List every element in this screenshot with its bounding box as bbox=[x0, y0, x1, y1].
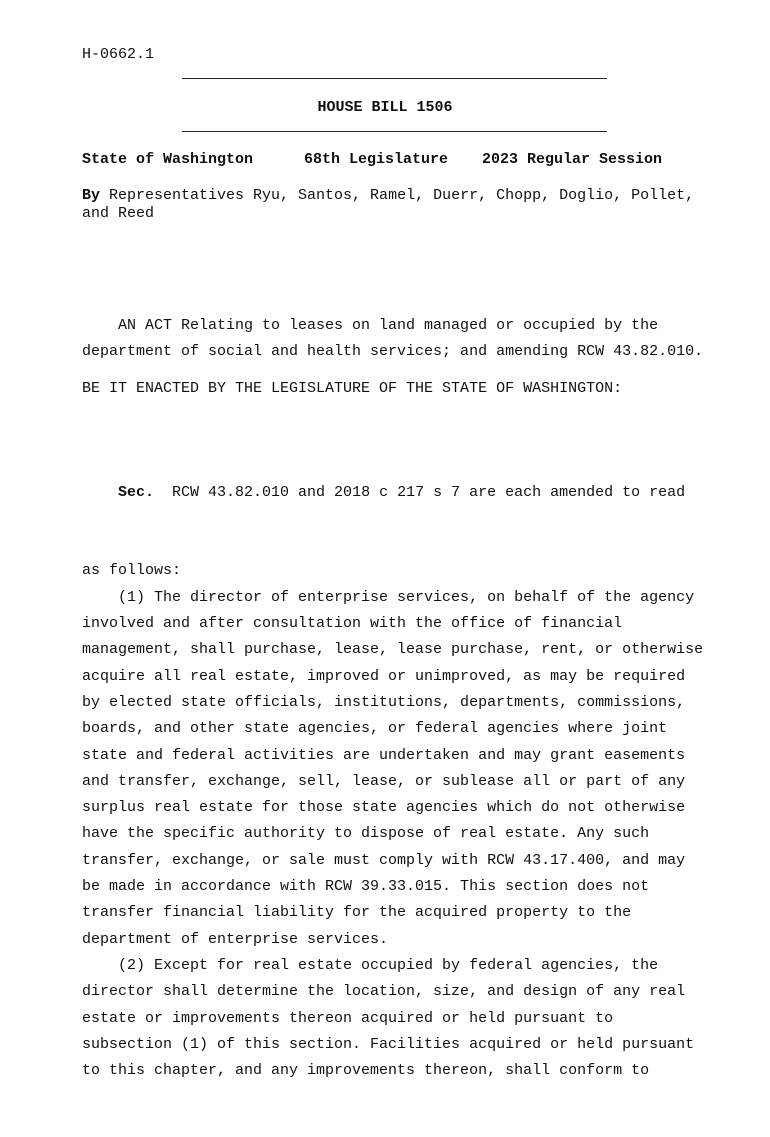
section-line: management, shall purchase, lease, lease purchase, rent, or otherwise bbox=[82, 641, 704, 659]
section-first-line bbox=[82, 480, 722, 506]
act-line: AN ACT Relating to leases on land managed or occupied by the bbox=[82, 317, 659, 334]
section-line: director shall determine the location, size, and design of any real bbox=[82, 983, 686, 1001]
section-line: as follows: bbox=[82, 562, 182, 580]
section-line: department of enterprise services. bbox=[82, 930, 389, 948]
bill-title: HOUSE BILL 1506 bbox=[317, 99, 453, 116]
section-line: involved and after consultation with the office of financial bbox=[82, 615, 623, 633]
section-line: and transfer, exchange, sell, lease, or sublease all or part of any bbox=[82, 772, 686, 790]
section-line: transfer financial liability for the acquired property to the bbox=[82, 904, 632, 922]
sponsors bbox=[82, 187, 712, 223]
sponsors-list: Representatives Ryu, Santos, Ramel, Duerr, Chopp, Doglio, Pollet, and Reed bbox=[82, 187, 695, 222]
section-body bbox=[82, 558, 722, 1084]
section-line: transfer, exchange, or sale must comply with RCW 43.17.400, and may bbox=[82, 851, 686, 869]
act-line: department of social and health services; and amending RCW 43.82.010. bbox=[82, 343, 704, 361]
section-line: estate or improvements thereon acquired or held pursuant to bbox=[82, 1009, 614, 1027]
section-line: (2) Except for real estate occupied by federal agencies, the bbox=[82, 956, 659, 974]
document-id: H-0662.1 bbox=[82, 46, 155, 63]
section-line: have the specific authority to dispose of real estate. Any such bbox=[82, 825, 650, 843]
session-line bbox=[82, 151, 662, 169]
session-name: 2023 Regular Session bbox=[482, 151, 663, 168]
act-title bbox=[82, 313, 722, 366]
legislature-name: 68th Legislature bbox=[304, 151, 449, 168]
section-line: state and federal activities are undertaken and may grant easements bbox=[82, 746, 686, 764]
section-line: (1) The director of enterprise services, on behalf of the agency bbox=[82, 588, 695, 606]
section-line: subsection (1) of this section. Facilities acquired or held pursuant bbox=[82, 1035, 695, 1053]
section-heading-text: RCW 43.82.010 and 2018 c 217 s 7 are each amended to read bbox=[154, 483, 686, 501]
section-line: acquire all real estate, improved or unimproved, as may be required bbox=[82, 667, 686, 685]
section-line: to this chapter, and any improvements thereon, shall conform to bbox=[82, 1062, 650, 1080]
section-line: boards, and other state agencies, or federal agencies where joint bbox=[82, 720, 668, 738]
state-name: State of Washington bbox=[82, 151, 254, 168]
section-line: be made in accordance with RCW 39.33.015. This section does not bbox=[82, 878, 650, 896]
section-line: by elected state officials, institutions, departments, commissions, bbox=[82, 693, 686, 711]
section-text bbox=[82, 427, 722, 1137]
title-rule-top bbox=[182, 78, 607, 79]
section-line: surplus real estate for those state agencies which do not otherwise bbox=[82, 799, 686, 817]
title-rule-bottom bbox=[182, 131, 607, 132]
enacting-clause: BE IT ENACTED BY THE LEGISLATURE OF THE STATE OF WASHINGTON: bbox=[82, 380, 623, 397]
sponsors-by-label: By bbox=[82, 187, 101, 204]
section-label: Sec. bbox=[118, 483, 155, 501]
